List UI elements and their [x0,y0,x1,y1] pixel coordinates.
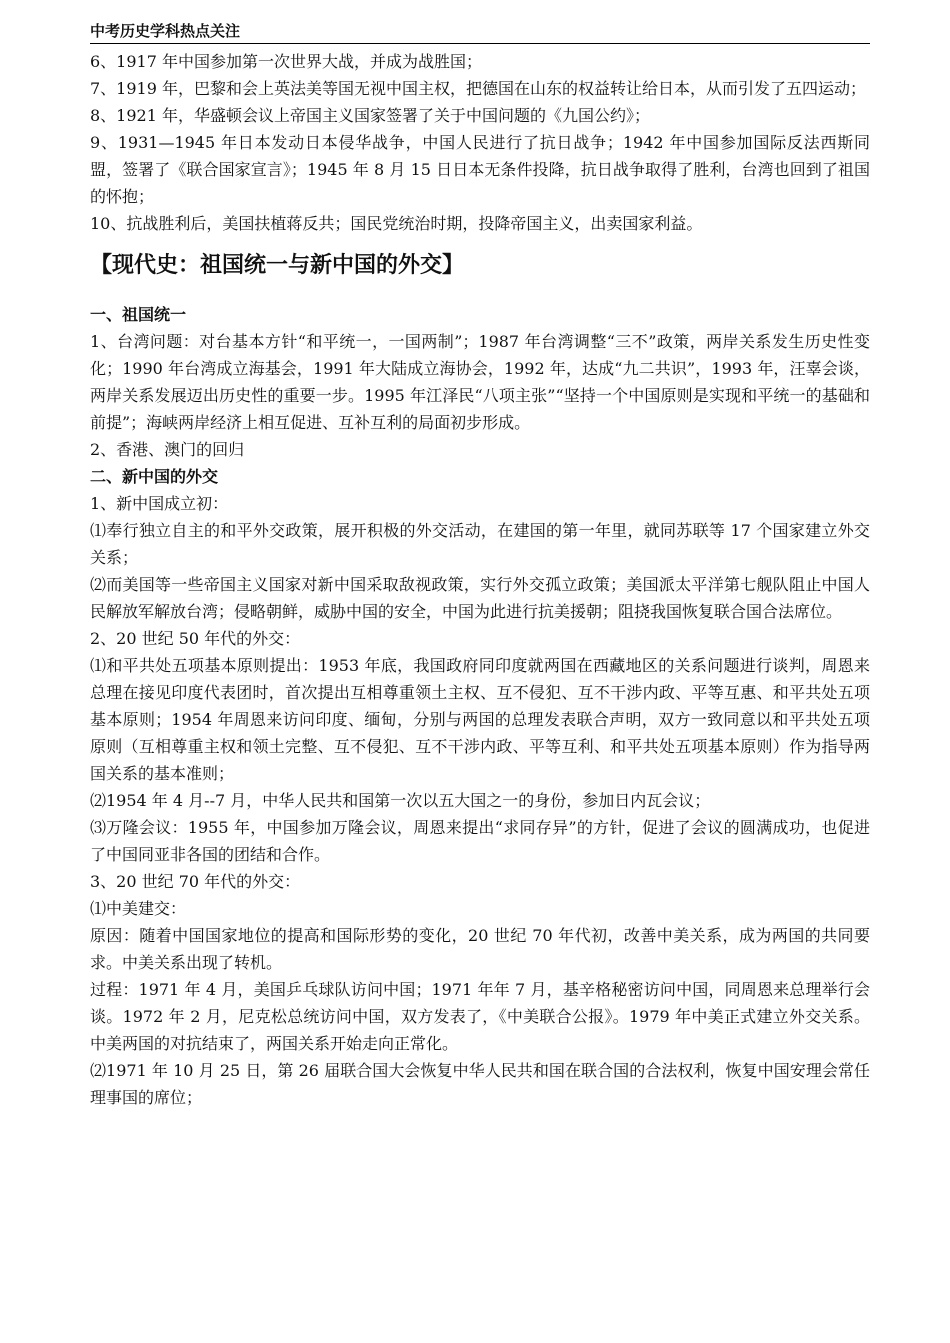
list-item: 7、1919 年，巴黎和会上英法美等国无视中国主权，把德国在山东的权益转让给日本，从而引发了五四运动； [90,79,866,98]
paragraph: ⑴奉行独立自主的和平外交政策，展开积极的外交活动，在建国的第一年里，就同苏联等 17 个国家建立外交关系； [90,521,870,567]
paragraph: ⑶万隆会议：1955 年，中国参加万隆会议，周恩来提出“求同存异”的方针，促进了会议的圆满成功，也促进了中国同亚非各国的团结和合作。 [90,818,870,864]
section-heading: 一、祖国统一 [90,305,187,324]
paragraph: 1、台湾问题：对台基本方针“和平统一，一国两制”；1987 年台湾调整“三不”政策，两岸关系发生历史性变化；1990 年台湾成立海基会，1991 年大陆成立海协会，1992 年，达成“九二共识”，1993 年，汪辜会谈，两岸关系发展迈出历史性的重要一步。1995 年江泽民“八项主张”“坚持一个中国原则是实现和平统一的基础和前提”；海峡两岸经济上相互促进、互补互利的局面初步形成。 [90,332,870,432]
paragraph: ⑵1971 年 10 月 25 日，第 26 届联合国大会恢复中华人民共和国在联合国的合法权利，恢复中国安理会常任理事国的席位； [90,1061,870,1107]
section-heading: 二、新中国的外交 [90,467,219,486]
document-page [90,20,870,1111]
paragraph: 2、20 世纪 50 年代的外交： [90,629,301,648]
chapter-title: 【现代史：祖国统一与新中国的外交】 [90,253,465,278]
page-header: 中考历史学科热点关注 [90,20,870,44]
list-item: 9、1931—1945 年日本发动日本侵华战争，中国人民进行了抗日战争；1942 年中国参加国际反法西斯同盟，签署了《联合国家宣言》；1945 年 8 月 15 日日本无条件投降，抗日战争取得了胜利，台湾也回到了祖国的怀抱； [90,133,870,206]
paragraph: ⑵1954 年 4 月--7 月，中华人民共和国第一次以五大国之一的身份，参加日内瓦会议； [90,791,711,810]
paragraph: ⑵而美国等一些帝国主义国家对新中国采取敌视政策，实行外交孤立政策；美国派太平洋第七舰队阻止中国人民解放军解放台湾；侵略朝鲜，威胁中国的安全，中国为此进行抗美援朝；阻挠我国恢复联合国合法席位。 [90,575,870,621]
list-item: 8、1921 年，华盛顿会议上帝国主义国家签署了关于中国问题的《九国公约》； [90,106,650,125]
paragraph: 原因：随着中国国家地位的提高和国际形势的变化，20 世纪 70 年代初，改善中美关系，成为两国的共同要求。中美关系出现了转机。 [90,926,870,972]
list-item: 6、1917 年中国参加第一次世界大战，并成为战胜国； [90,52,482,71]
paragraph: ⑴中美建交： [90,899,187,918]
paragraph: ⑴和平共处五项基本原则提出：1953 年底，我国政府同印度就两国在西藏地区的关系问题进行谈判，周恩来总理在接见印度代表团时，首次提出互相尊重领土主权、互不侵犯、互不干涉内政、平等互惠、和平共处五项基本原则；1954 年周恩来访问印度、缅甸，分别与两国的总理发表联合声明，双方一致同意以和平共处五项原则（互相尊重主权和领土完整、互不侵犯、互不干涉内政、平等互利、和平共处五项基本原则）作为指导两国关系的基本准则； [90,656,870,783]
paragraph: 2、香港、澳门的回归 [90,440,245,459]
paragraph: 3、20 世纪 70 年代的外交： [90,872,301,891]
paragraph: 过程：1971 年 4 月，美国乒乓球队访问中国；1971 年年 7 月，基辛格秘密访问中国，同周恩来总理举行会谈。1972 年 2 月，尼克松总统访问中国，双方发表了，《中美联合公报》。1979 年中美正式建立外交关系。中美两国的对抗结束了，两国关系开始走向正常化。 [90,980,870,1053]
list-item: 10、抗战胜利后，美国扶植蒋反共；国民党统治时期，投降帝国主义，出卖国家利益。 [90,214,703,233]
paragraph: 1、新中国成立初： [90,494,229,513]
